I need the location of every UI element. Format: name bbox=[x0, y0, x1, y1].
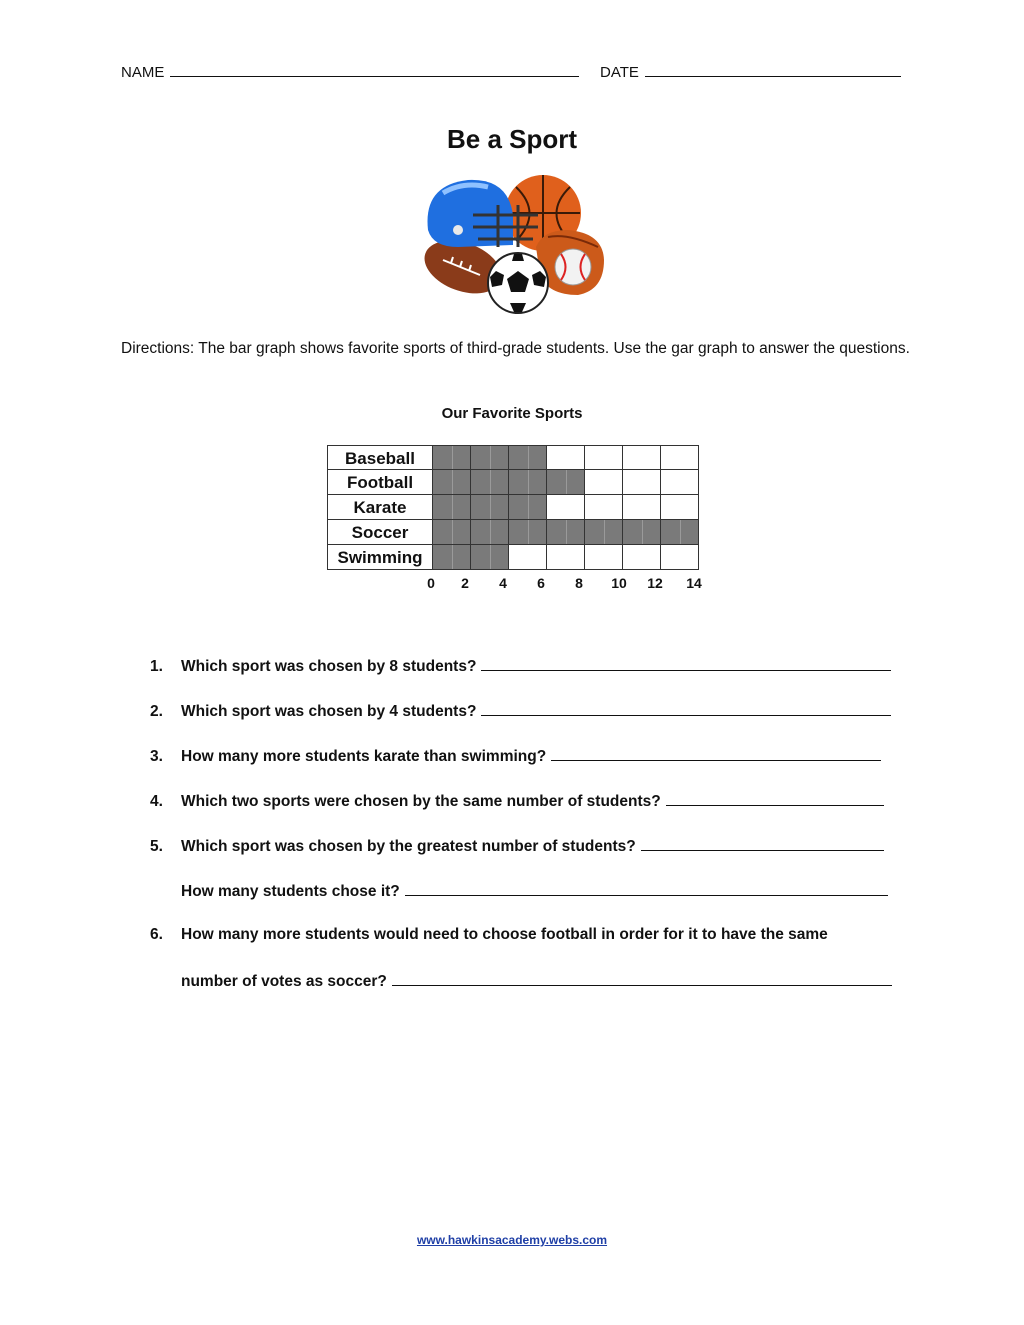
question-text: Which sport was chosen by 4 students? bbox=[181, 703, 477, 720]
bar-segment bbox=[471, 545, 509, 570]
answer-blank[interactable] bbox=[481, 701, 891, 716]
grid-cell bbox=[623, 470, 661, 495]
question-number: 4. bbox=[150, 793, 163, 810]
question-3 bbox=[150, 746, 881, 766]
grid-cell bbox=[661, 470, 699, 495]
question-text: How many more students karate than swimming? bbox=[181, 748, 547, 765]
grid-cell bbox=[509, 545, 547, 570]
question-text: How many more students would need to choose football in order for it to have the same bbox=[181, 926, 828, 943]
x-tick-label: 12 bbox=[647, 575, 663, 591]
grid-cell bbox=[547, 495, 585, 520]
chart-title: Our Favorite Sports bbox=[441, 405, 583, 422]
grid-cell bbox=[661, 445, 699, 470]
grid-cell bbox=[661, 545, 699, 570]
question-number: 3. bbox=[150, 748, 163, 765]
question-number: 5. bbox=[150, 838, 163, 855]
bar-segment bbox=[547, 520, 585, 545]
bar-segment bbox=[471, 520, 509, 545]
question-4 bbox=[150, 791, 884, 811]
question-text: How many students chose it? bbox=[181, 883, 400, 900]
question-text: number of votes as soccer? bbox=[181, 973, 387, 990]
category-label: Baseball bbox=[327, 445, 433, 470]
question-text: Which two sports were chosen by the same number of students? bbox=[181, 793, 661, 810]
question-5 bbox=[150, 836, 884, 856]
bar-segment bbox=[433, 520, 471, 545]
answer-blank[interactable] bbox=[666, 791, 884, 806]
x-tick-label: 14 bbox=[686, 575, 702, 591]
bar-segment bbox=[585, 520, 623, 545]
bar-segment bbox=[547, 470, 585, 495]
question-8 bbox=[150, 971, 892, 991]
bar-segment bbox=[509, 445, 547, 470]
x-tick-label: 8 bbox=[575, 575, 583, 591]
question-7 bbox=[150, 926, 828, 944]
category-label: Football bbox=[327, 470, 433, 495]
answer-blank[interactable] bbox=[551, 746, 881, 761]
bar-segment bbox=[433, 445, 471, 470]
name-field bbox=[121, 62, 579, 81]
grid-cell bbox=[585, 445, 623, 470]
question-text: Which sport was chosen by 8 students? bbox=[181, 658, 477, 675]
answer-blank[interactable] bbox=[481, 656, 891, 671]
footer bbox=[0, 1233, 1024, 1247]
category-label: Soccer bbox=[327, 520, 433, 545]
sports-balls-clipart-icon bbox=[418, 175, 608, 315]
grid-cell bbox=[623, 495, 661, 520]
bar-segment bbox=[433, 470, 471, 495]
grid-cell bbox=[547, 445, 585, 470]
bar-segment bbox=[471, 445, 509, 470]
bar-segment bbox=[433, 495, 471, 520]
question-text: Which sport was chosen by the greatest number of students? bbox=[181, 838, 636, 855]
question-1 bbox=[150, 656, 891, 676]
grid-cell bbox=[623, 445, 661, 470]
bar-segment bbox=[623, 520, 661, 545]
question-number: 1. bbox=[150, 658, 163, 675]
bar-segment bbox=[509, 470, 547, 495]
category-label: Swimming bbox=[327, 545, 433, 570]
x-tick-label: 10 bbox=[611, 575, 627, 591]
bar-segment bbox=[509, 495, 547, 520]
grid-cell bbox=[623, 545, 661, 570]
bar-segment bbox=[509, 520, 547, 545]
directions-text: Directions: The bar graph shows favorite sports of third-grade students. Use the gar graph to answer the questions. bbox=[121, 340, 910, 357]
x-tick-label: 6 bbox=[537, 575, 545, 591]
website-link[interactable]: www.hawkinsacademy.webs.com bbox=[416, 1233, 608, 1247]
grid-cell bbox=[585, 495, 623, 520]
date-field bbox=[600, 62, 901, 81]
question-number: 6. bbox=[150, 926, 163, 943]
date-label: DATE bbox=[600, 64, 639, 81]
name-blank[interactable] bbox=[170, 62, 579, 77]
question-6 bbox=[150, 881, 888, 901]
answer-blank[interactable] bbox=[641, 836, 884, 851]
bar-segment bbox=[471, 495, 509, 520]
date-blank[interactable] bbox=[645, 62, 901, 77]
answer-blank[interactable] bbox=[392, 971, 892, 986]
name-label: NAME bbox=[121, 64, 165, 81]
question-2 bbox=[150, 701, 891, 721]
bar-segment bbox=[433, 545, 471, 570]
x-tick-label: 2 bbox=[461, 575, 469, 591]
x-tick-label: 0 bbox=[427, 575, 435, 591]
question-number: 2. bbox=[150, 703, 163, 720]
bar-segment bbox=[471, 470, 509, 495]
grid-cell bbox=[585, 470, 623, 495]
category-label: Karate bbox=[327, 495, 433, 520]
grid-cell bbox=[585, 545, 623, 570]
x-tick-label: 4 bbox=[499, 575, 507, 591]
bar-segment bbox=[661, 520, 699, 545]
grid-cell bbox=[547, 545, 585, 570]
grid-cell bbox=[661, 495, 699, 520]
answer-blank[interactable] bbox=[405, 881, 888, 896]
page-title: Be a Sport bbox=[446, 124, 578, 154]
